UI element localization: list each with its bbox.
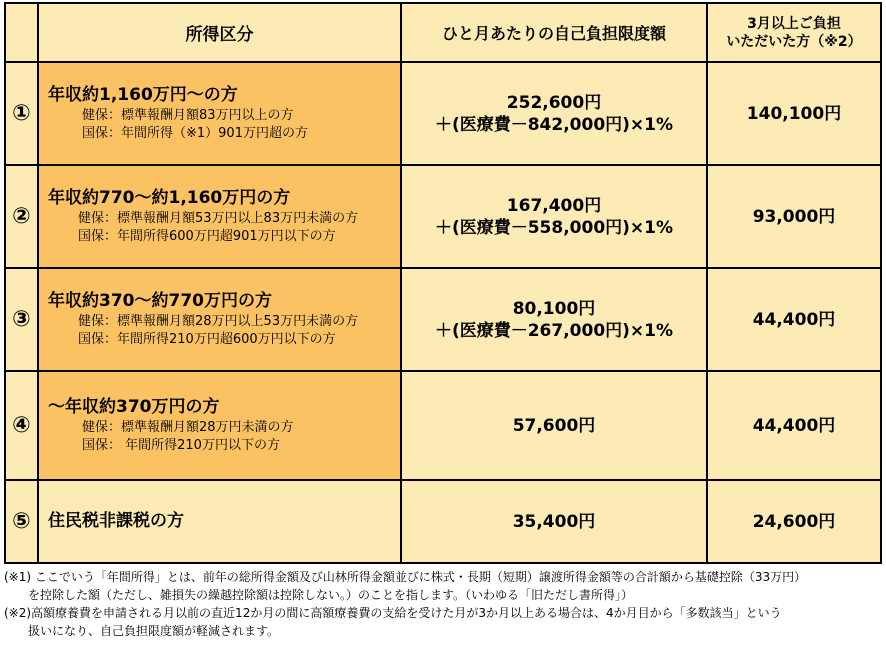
table-row xyxy=(5,62,881,165)
table-header-row xyxy=(5,3,881,62)
income-category-cell xyxy=(38,480,401,563)
limit-base-amount: 252,600円 xyxy=(506,92,602,113)
monthly-limit-cell xyxy=(401,371,707,480)
monthly-limit-cell xyxy=(401,165,707,268)
cost-limit-table xyxy=(4,2,882,564)
income-category-cell xyxy=(38,268,401,371)
row-number: ⑤ xyxy=(5,480,38,563)
monthly-limit-cell xyxy=(401,480,707,563)
header-income-category: 所得区分 xyxy=(38,3,401,62)
kokuho-condition: 国保：年間所得210万円超600万円以下の方 xyxy=(78,332,336,347)
footnote-1-line2: を控除した額（ただし、雑損失の繰越控除額は控除しない。）のことを指します。（いわゆる「旧ただし書所得」） xyxy=(28,588,634,602)
limit-formula: ＋(医療費－267,000円)×1% xyxy=(434,320,674,341)
multiple-times-amount: 24,600円 xyxy=(707,480,881,563)
kenpo-condition: 健保：標準報酬月額53万円以上83万円未満の方 xyxy=(78,211,359,226)
income-category-cell xyxy=(38,62,401,165)
income-title: 住民税非課税の方 xyxy=(48,511,184,531)
limit-formula: ＋(医療費－842,000円)×1% xyxy=(434,114,674,135)
footnote-2-line2: 扱いになり、自己負担限度額が軽減されます。 xyxy=(28,624,280,638)
kenpo-condition: 健保：標準報酬月額83万円以上の方 xyxy=(82,108,294,123)
kokuho-condition: 国保：年間所得（※1）901万円超の方 xyxy=(82,126,308,141)
header-multiple-line2: いただいた方（※2） xyxy=(726,33,862,50)
limit-base-amount: 57,600円 xyxy=(512,415,596,436)
multiple-times-amount: 44,400円 xyxy=(707,268,881,371)
footnote-2-line1: (※2)高額療養費を申請される月以前の直近12か月の間に高額療養費の支給を受けた月が3か月以上ある場合は、4か月目から「多数該当」という xyxy=(4,606,782,620)
header-multiple-line1: 3月以上ご負担 xyxy=(747,15,841,32)
limit-base-amount: 167,400円 xyxy=(506,195,602,216)
kenpo-condition: 健保：標準報酬月額28万円未満の方 xyxy=(82,420,294,435)
row-number: ① xyxy=(5,62,38,165)
income-title: ～年収約370万円の方 xyxy=(48,397,220,417)
multiple-times-amount: 140,100円 xyxy=(707,62,881,165)
kenpo-condition: 健保：標準報酬月額28万円以上53万円未満の方 xyxy=(78,314,359,329)
monthly-limit-cell xyxy=(401,268,707,371)
row-number: ④ xyxy=(5,371,38,480)
multiple-times-amount: 93,000円 xyxy=(707,165,881,268)
income-title: 年収約370～約770万円の方 xyxy=(48,291,272,311)
income-category-cell xyxy=(38,371,401,480)
row-number: ② xyxy=(5,165,38,268)
table-row xyxy=(5,480,881,563)
kokuho-condition: 国保： 年間所得210万円以下の方 xyxy=(82,438,280,453)
limit-formula: ＋(医療費－558,000円)×1% xyxy=(434,217,674,238)
footnotes xyxy=(4,568,884,640)
income-category-cell xyxy=(38,165,401,268)
limit-base-amount: 80,100円 xyxy=(512,298,596,319)
monthly-limit-cell xyxy=(401,62,707,165)
table-row xyxy=(5,165,881,268)
income-title: 年収約770～約1,160万円の方 xyxy=(48,188,291,208)
limit-base-amount: 35,400円 xyxy=(512,511,596,532)
multiple-times-amount: 44,400円 xyxy=(707,371,881,480)
header-multiple-times xyxy=(707,3,881,62)
table-row xyxy=(5,371,881,480)
row-number: ③ xyxy=(5,268,38,371)
income-title: 年収約1,160万円～の方 xyxy=(48,85,238,105)
footnote-1-line1: (※1) ここでいう「年間所得」とは、前年の総所得金額及び山林所得金額並びに株式・長期（短期）譲渡所得金額等の合計額から基礎控除（33万円） xyxy=(4,570,807,584)
header-monthly-limit: ひと月あたりの自己負担限度額 xyxy=(401,3,707,62)
table-row xyxy=(5,268,881,371)
header-number-cell xyxy=(5,3,38,62)
kokuho-condition: 国保：年間所得600万円超901万円以下の方 xyxy=(78,229,336,244)
